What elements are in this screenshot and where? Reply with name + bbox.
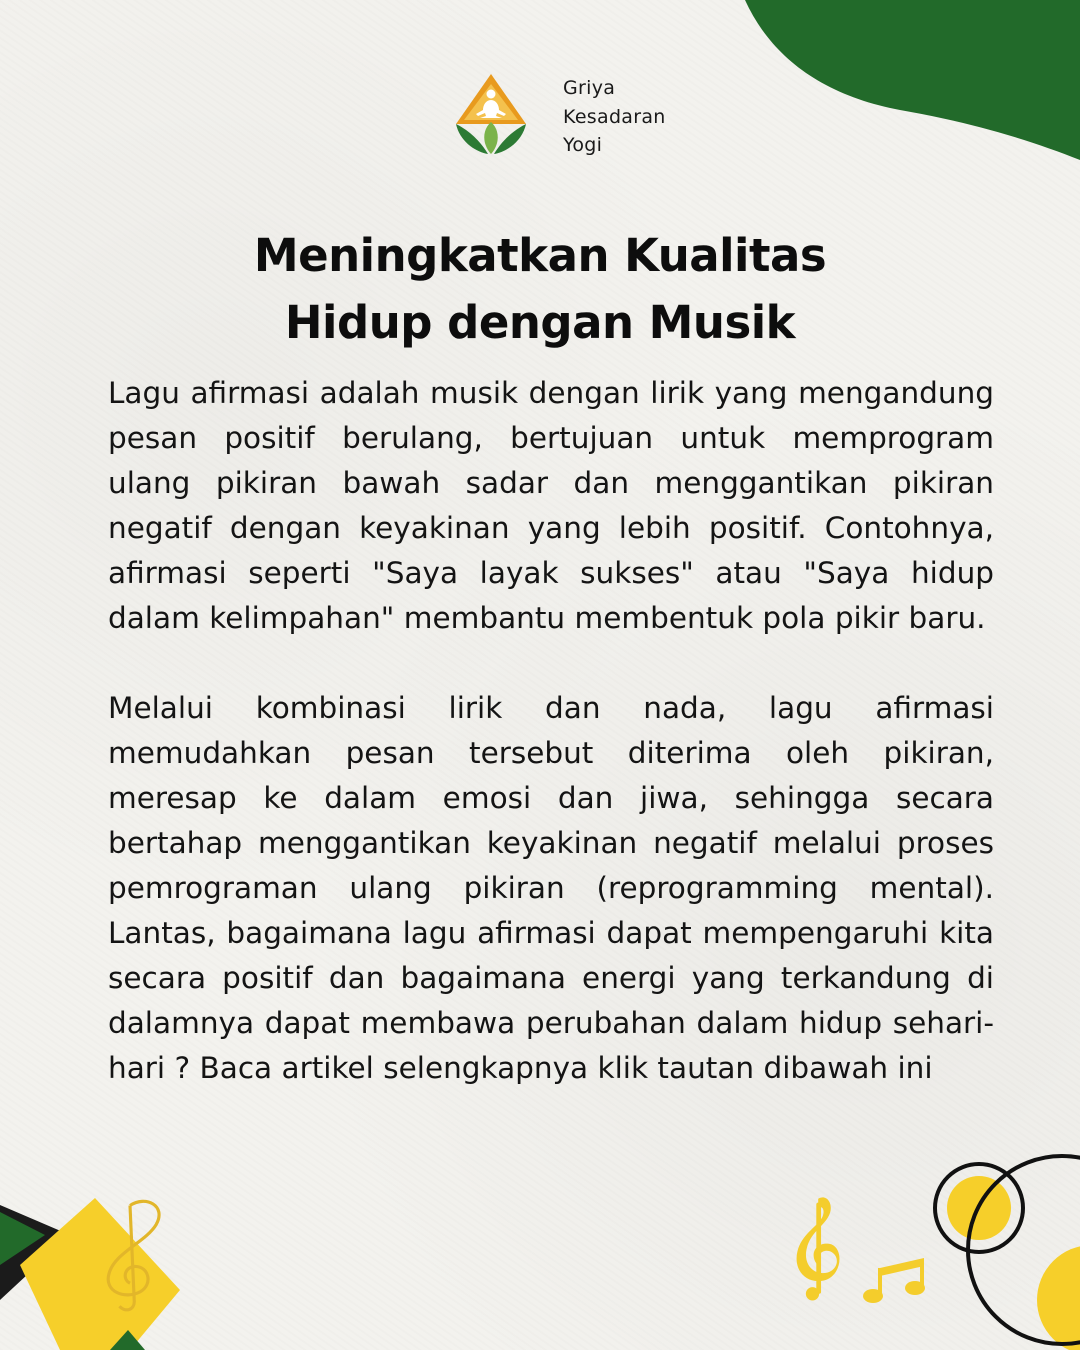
- article-body: [108, 371, 994, 1091]
- brand-name-line: Kesadaran: [563, 105, 666, 128]
- brand-name-line: Yogi: [563, 134, 603, 156]
- music-note-icon: [863, 1258, 925, 1303]
- brand-name-line: Griya: [563, 77, 616, 99]
- title-line: Meningkatkan Kualitas: [253, 229, 827, 282]
- page-title: [0, 222, 1080, 356]
- green-corner-blob: [745, 0, 1080, 160]
- body-paragraph: Melalui kombinasi lirik dan nada, lagu afirmasi memudahkan pesan tersebut diterima oleh pikiran, meresap ke dalam emosi dan jiwa, sehingga secara bertahap menggantikan keyakinan negatif melalui proses pemrograman ulang pikiran (reprogramming mental). Lantas, bagaimana lagu afirmasi dapat mempengaruhi kita secara positif dan bagaimana energi yang terkandung di dalamnya dapat membawa perubahan dalam hidup sehari-hari ? Baca artikel selengkapnya klik tautan dibawah ini: [108, 691, 994, 1085]
- logo-meditation-lotus-icon: [452, 72, 530, 156]
- yellow-corner-square: [20, 1198, 180, 1350]
- title-line: Hidup dengan Musik: [284, 296, 796, 349]
- brand-name: [563, 74, 666, 160]
- body-paragraph: Lagu afirmasi adalah musik dengan lirik yang mengandung pesan positif berulang, bertujuan untuk memprogram ulang pikiran bawah sadar dan menggantikan pikiran negatif dengan keyakinan yang lebih positif. Contohnya, afirmasi seperti "Saya layak sukses" atau "Saya hidup dalam kelimpahan" membantu membentuk pola pikir baru.: [108, 376, 994, 635]
- treble-clef-icon-2: [797, 1197, 840, 1300]
- yellow-circle-large: [1037, 1245, 1080, 1350]
